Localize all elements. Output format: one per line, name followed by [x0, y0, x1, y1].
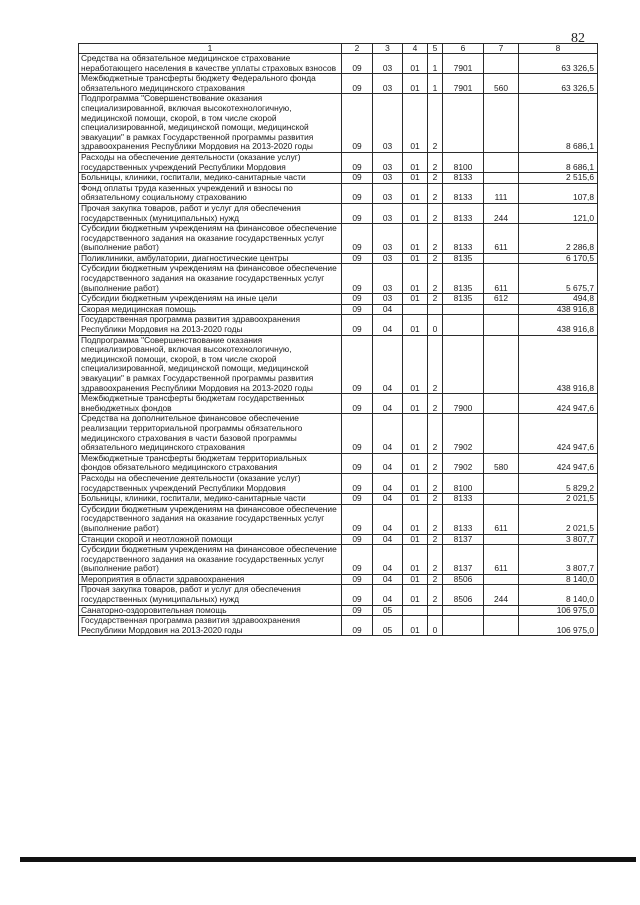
- table-row: [79, 394, 598, 414]
- table-row: [79, 54, 598, 74]
- row-name-cell: Субсидии бюджетным учреждениям на финансовое обеспечение государственного задания на оказание государственных услуг (выполнение работ): [79, 264, 342, 294]
- program-code-cell: 01: [403, 253, 428, 264]
- expense-type-cell: [484, 605, 519, 616]
- row-name-cell: Прочая закупка товаров, работ и услуг для обеспечения государственных (муниципальных) нужд: [79, 585, 342, 605]
- header-cell: 6: [443, 44, 484, 54]
- header-cell: 5: [428, 44, 443, 54]
- expense-type-cell: [484, 152, 519, 172]
- podrazdel-cell: 05: [373, 605, 403, 616]
- razdel-cell: 09: [342, 605, 373, 616]
- row-name-cell: Государственная программа развития здравоохранения Республики Мордовия на 2013-2020 годы: [79, 315, 342, 335]
- razdel-cell: 09: [342, 203, 373, 223]
- razdel-cell: 09: [342, 264, 373, 294]
- subprogram-code-cell: [428, 605, 443, 616]
- razdel-cell: 09: [342, 534, 373, 545]
- expense-type-cell: [484, 173, 519, 184]
- target-article-cell: 7901: [443, 54, 484, 74]
- table-row: [79, 504, 598, 534]
- program-code-cell: 01: [403, 504, 428, 534]
- expense-type-cell: 611: [484, 504, 519, 534]
- program-code-cell: 01: [403, 294, 428, 305]
- target-article-cell: [443, 605, 484, 616]
- row-name-cell: Субсидии бюджетным учреждениям на финансовое обеспечение государственного задания на оказание государственных услуг (выполнение работ): [79, 545, 342, 575]
- razdel-cell: 09: [342, 574, 373, 585]
- expense-type-cell: [484, 494, 519, 505]
- subprogram-code-cell: 2: [428, 414, 443, 453]
- razdel-cell: 09: [342, 294, 373, 305]
- target-article-cell: 8506: [443, 574, 484, 585]
- amount-cell: 424 947,6: [519, 453, 598, 473]
- razdel-cell: 09: [342, 54, 373, 74]
- subprogram-code-cell: 2: [428, 574, 443, 585]
- program-code-cell: 01: [403, 494, 428, 505]
- table-row: [79, 294, 598, 305]
- expense-type-cell: [484, 473, 519, 493]
- program-code-cell: 01: [403, 74, 428, 94]
- target-article-cell: [443, 304, 484, 315]
- target-article-cell: 8133: [443, 504, 484, 534]
- table-row: [79, 453, 598, 473]
- table-row: [79, 494, 598, 505]
- table-row: [79, 224, 598, 254]
- program-code-cell: [403, 605, 428, 616]
- razdel-cell: 09: [342, 453, 373, 473]
- row-name-cell: Скорая медицинская помощь: [79, 304, 342, 315]
- podrazdel-cell: 04: [373, 315, 403, 335]
- podrazdel-cell: 04: [373, 545, 403, 575]
- row-name-cell: Межбюджетные трансферты бюджетам территориальных фондов обязательного медицинского страхования: [79, 453, 342, 473]
- target-article-cell: 8135: [443, 253, 484, 264]
- target-article-cell: 8133: [443, 203, 484, 223]
- table-header-row: [79, 44, 598, 54]
- table-row: [79, 574, 598, 585]
- target-article-cell: 7902: [443, 414, 484, 453]
- subprogram-code-cell: 2: [428, 504, 443, 534]
- expense-type-cell: 111: [484, 183, 519, 203]
- amount-cell: 121,0: [519, 203, 598, 223]
- row-name-cell: Субсидии бюджетным учреждениям на иные цели: [79, 294, 342, 305]
- razdel-cell: 09: [342, 315, 373, 335]
- amount-cell: 8 140,0: [519, 574, 598, 585]
- expense-type-cell: 611: [484, 545, 519, 575]
- amount-cell: 438 916,8: [519, 304, 598, 315]
- podrazdel-cell: 03: [373, 203, 403, 223]
- expense-type-cell: [484, 94, 519, 153]
- amount-cell: 8 140,0: [519, 585, 598, 605]
- budget-table: [78, 43, 598, 636]
- table-row: [79, 315, 598, 335]
- row-name-cell: Подпрограмма "Совершенствование оказания специализированной, включая высокотехнологичную, медицинской помощи, скорой, в том числе скорой специализированной, медицинской помощи, медицинской эвакуации" в рамках Государственной программы развития здравоохранения Республики Мордовия на 2013-2020 годы: [79, 94, 342, 153]
- row-name-cell: Расходы на обеспечение деятельности (оказание услуг) государственных учреждений Республики Мордовия: [79, 473, 342, 493]
- row-name-cell: Мероприятия в области здравоохранения: [79, 574, 342, 585]
- amount-cell: 424 947,6: [519, 394, 598, 414]
- program-code-cell: 01: [403, 585, 428, 605]
- subprogram-code-cell: 2: [428, 203, 443, 223]
- row-name-cell: Межбюджетные трансферты бюджету Федерального фонда обязательного медицинского страхования: [79, 74, 342, 94]
- podrazdel-cell: 04: [373, 394, 403, 414]
- target-article-cell: 7901: [443, 74, 484, 94]
- row-name-cell: Прочая закупка товаров, работ и услуг для обеспечения государственных (муниципальных) нужд: [79, 203, 342, 223]
- target-article-cell: [443, 335, 484, 394]
- header-cell: 7: [484, 44, 519, 54]
- bottom-rule: [20, 857, 636, 862]
- table-row: [79, 473, 598, 493]
- subprogram-code-cell: 2: [428, 152, 443, 172]
- target-article-cell: 8506: [443, 585, 484, 605]
- razdel-cell: 09: [342, 152, 373, 172]
- podrazdel-cell: 04: [373, 453, 403, 473]
- amount-cell: 2 021,5: [519, 504, 598, 534]
- program-code-cell: 01: [403, 315, 428, 335]
- row-name-cell: Станции скорой и неотложной помощи: [79, 534, 342, 545]
- razdel-cell: 09: [342, 545, 373, 575]
- table-row: [79, 605, 598, 616]
- table-row: [79, 616, 598, 636]
- page-number: 82: [571, 31, 585, 46]
- table-row: [79, 264, 598, 294]
- target-article-cell: 8133: [443, 173, 484, 184]
- amount-cell: 438 916,8: [519, 315, 598, 335]
- podrazdel-cell: 03: [373, 173, 403, 184]
- program-code-cell: 01: [403, 473, 428, 493]
- program-code-cell: 01: [403, 394, 428, 414]
- header-cell: 4: [403, 44, 428, 54]
- podrazdel-cell: 03: [373, 74, 403, 94]
- table-row: [79, 414, 598, 453]
- subprogram-code-cell: 1: [428, 54, 443, 74]
- subprogram-code-cell: 2: [428, 585, 443, 605]
- table-row: [79, 203, 598, 223]
- expense-type-cell: 612: [484, 294, 519, 305]
- expense-type-cell: 560: [484, 74, 519, 94]
- podrazdel-cell: 03: [373, 94, 403, 153]
- podrazdel-cell: 04: [373, 414, 403, 453]
- subprogram-code-cell: 2: [428, 545, 443, 575]
- row-name-cell: Больницы, клиники, госпитали, медико-санитарные части: [79, 494, 342, 505]
- target-article-cell: 8133: [443, 224, 484, 254]
- program-code-cell: 01: [403, 94, 428, 153]
- program-code-cell: 01: [403, 183, 428, 203]
- amount-cell: 106 975,0: [519, 605, 598, 616]
- table-row: [79, 534, 598, 545]
- subprogram-code-cell: 2: [428, 473, 443, 493]
- target-article-cell: 8135: [443, 294, 484, 305]
- program-code-cell: 01: [403, 54, 428, 74]
- amount-cell: 424 947,6: [519, 414, 598, 453]
- subprogram-code-cell: 0: [428, 315, 443, 335]
- podrazdel-cell: 04: [373, 304, 403, 315]
- program-code-cell: 01: [403, 545, 428, 575]
- amount-cell: 2 515,6: [519, 173, 598, 184]
- podrazdel-cell: 03: [373, 224, 403, 254]
- row-name-cell: Подпрограмма "Совершенствование оказания специализированной, включая высокотехнологичную, медицинской помощи, скорой, в том числе скорой специализированной, медицинской помощи, медицинской эвакуации" в рамках Государственной программы развития здравоохранения Республики Мордовия на 2013-2020 годы: [79, 335, 342, 394]
- target-article-cell: 8135: [443, 264, 484, 294]
- target-article-cell: 8133: [443, 494, 484, 505]
- podrazdel-cell: 04: [373, 585, 403, 605]
- row-name-cell: Расходы на обеспечение деятельности (оказание услуг) государственных учреждений Республики Мордовия: [79, 152, 342, 172]
- program-code-cell: 01: [403, 152, 428, 172]
- target-article-cell: [443, 94, 484, 153]
- program-code-cell: 01: [403, 414, 428, 453]
- subprogram-code-cell: 2: [428, 224, 443, 254]
- amount-cell: 2 021,5: [519, 494, 598, 505]
- podrazdel-cell: 03: [373, 264, 403, 294]
- expense-type-cell: 611: [484, 224, 519, 254]
- header-cell: 2: [342, 44, 373, 54]
- target-article-cell: 8133: [443, 183, 484, 203]
- target-article-cell: 8100: [443, 152, 484, 172]
- amount-cell: 3 807,7: [519, 534, 598, 545]
- razdel-cell: 09: [342, 253, 373, 264]
- podrazdel-cell: 04: [373, 494, 403, 505]
- podrazdel-cell: 04: [373, 534, 403, 545]
- row-name-cell: Субсидии бюджетным учреждениям на финансовое обеспечение государственного задания на оказание государственных услуг (выполнение работ): [79, 224, 342, 254]
- program-code-cell: 01: [403, 616, 428, 636]
- razdel-cell: 09: [342, 173, 373, 184]
- row-name-cell: Государственная программа развития здравоохранения Республики Мордовия на 2013-2020 годы: [79, 616, 342, 636]
- podrazdel-cell: 03: [373, 54, 403, 74]
- table-row: [79, 74, 598, 94]
- razdel-cell: 09: [342, 414, 373, 453]
- row-name-cell: Больницы, клиники, госпитали, медико-санитарные части: [79, 173, 342, 184]
- program-code-cell: 01: [403, 335, 428, 394]
- expense-type-cell: 611: [484, 264, 519, 294]
- subprogram-code-cell: 2: [428, 183, 443, 203]
- subprogram-code-cell: 2: [428, 534, 443, 545]
- amount-cell: 106 975,0: [519, 616, 598, 636]
- razdel-cell: 09: [342, 335, 373, 394]
- target-article-cell: 7902: [443, 453, 484, 473]
- razdel-cell: 09: [342, 183, 373, 203]
- subprogram-code-cell: 2: [428, 335, 443, 394]
- row-name-cell: Субсидии бюджетным учреждениям на финансовое обеспечение государственного задания на оказание государственных услуг (выполнение работ): [79, 504, 342, 534]
- expense-type-cell: 244: [484, 203, 519, 223]
- razdel-cell: 09: [342, 494, 373, 505]
- podrazdel-cell: 03: [373, 253, 403, 264]
- amount-cell: 63 326,5: [519, 54, 598, 74]
- razdel-cell: 09: [342, 473, 373, 493]
- amount-cell: 5 675,7: [519, 264, 598, 294]
- program-code-cell: 01: [403, 173, 428, 184]
- amount-cell: 3 807,7: [519, 545, 598, 575]
- subprogram-code-cell: 2: [428, 253, 443, 264]
- target-article-cell: 7900: [443, 394, 484, 414]
- amount-cell: 107,8: [519, 183, 598, 203]
- header-cell: 8: [519, 44, 598, 54]
- target-article-cell: 8137: [443, 534, 484, 545]
- program-code-cell: 01: [403, 574, 428, 585]
- expense-type-cell: [484, 335, 519, 394]
- subprogram-code-cell: 1: [428, 74, 443, 94]
- table-row: [79, 585, 598, 605]
- program-code-cell: 01: [403, 534, 428, 545]
- podrazdel-cell: 03: [373, 183, 403, 203]
- row-name-cell: Средства на дополнительное финансовое обеспечение реализации территориальной программы обязательного медицинского страхования в части базовой программы обязательного медицинского страхования: [79, 414, 342, 453]
- program-code-cell: [403, 304, 428, 315]
- header-cell: 1: [79, 44, 342, 54]
- razdel-cell: 09: [342, 394, 373, 414]
- table-row: [79, 94, 598, 153]
- target-article-cell: [443, 315, 484, 335]
- expense-type-cell: [484, 315, 519, 335]
- razdel-cell: 09: [342, 304, 373, 315]
- amount-cell: 438 916,8: [519, 335, 598, 394]
- razdel-cell: 09: [342, 585, 373, 605]
- expense-type-cell: [484, 304, 519, 315]
- amount-cell: 494,8: [519, 294, 598, 305]
- expense-type-cell: [484, 574, 519, 585]
- table-row: [79, 173, 598, 184]
- target-article-cell: [443, 616, 484, 636]
- amount-cell: 8 686,1: [519, 152, 598, 172]
- amount-cell: 8 686,1: [519, 94, 598, 153]
- target-article-cell: 8100: [443, 473, 484, 493]
- row-name-cell: Поликлиники, амбулатории, диагностические центры: [79, 253, 342, 264]
- podrazdel-cell: 03: [373, 152, 403, 172]
- table-row: [79, 183, 598, 203]
- subprogram-code-cell: [428, 304, 443, 315]
- podrazdel-cell: 03: [373, 294, 403, 305]
- podrazdel-cell: 04: [373, 473, 403, 493]
- amount-cell: 6 170,5: [519, 253, 598, 264]
- expense-type-cell: [484, 414, 519, 453]
- expense-type-cell: [484, 54, 519, 74]
- table-row: [79, 152, 598, 172]
- row-name-cell: Фонд оплаты труда казенных учреждений и взносы по обязательному социальному страхованию: [79, 183, 342, 203]
- row-name-cell: Санаторно-оздоровительная помощь: [79, 605, 342, 616]
- podrazdel-cell: 04: [373, 504, 403, 534]
- table-body: [79, 54, 598, 636]
- razdel-cell: 09: [342, 94, 373, 153]
- subprogram-code-cell: 2: [428, 394, 443, 414]
- program-code-cell: 01: [403, 264, 428, 294]
- program-code-cell: 01: [403, 453, 428, 473]
- razdel-cell: 09: [342, 616, 373, 636]
- subprogram-code-cell: 2: [428, 94, 443, 153]
- table-row: [79, 335, 598, 394]
- amount-cell: 2 286,8: [519, 224, 598, 254]
- expense-type-cell: [484, 253, 519, 264]
- podrazdel-cell: 04: [373, 335, 403, 394]
- amount-cell: 63 326,5: [519, 74, 598, 94]
- target-article-cell: 8137: [443, 545, 484, 575]
- podrazdel-cell: 05: [373, 616, 403, 636]
- program-code-cell: 01: [403, 203, 428, 223]
- razdel-cell: 09: [342, 74, 373, 94]
- program-code-cell: 01: [403, 224, 428, 254]
- row-name-cell: Межбюджетные трансферты бюджетам государственных внебюджетных фондов: [79, 394, 342, 414]
- subprogram-code-cell: 0: [428, 616, 443, 636]
- amount-cell: 5 829,2: [519, 473, 598, 493]
- row-name-cell: Средства на обязательное медицинское страхование неработающего населения в качестве уплаты страховых взносов: [79, 54, 342, 74]
- subprogram-code-cell: 2: [428, 453, 443, 473]
- table-row: [79, 304, 598, 315]
- razdel-cell: 09: [342, 224, 373, 254]
- subprogram-code-cell: 2: [428, 173, 443, 184]
- table-row: [79, 253, 598, 264]
- podrazdel-cell: 04: [373, 574, 403, 585]
- expense-type-cell: 244: [484, 585, 519, 605]
- expense-type-cell: [484, 534, 519, 545]
- table-row: [79, 545, 598, 575]
- header-cell: 3: [373, 44, 403, 54]
- expense-type-cell: [484, 616, 519, 636]
- expense-type-cell: 580: [484, 453, 519, 473]
- expense-type-cell: [484, 394, 519, 414]
- subprogram-code-cell: 2: [428, 494, 443, 505]
- subprogram-code-cell: 2: [428, 264, 443, 294]
- subprogram-code-cell: 2: [428, 294, 443, 305]
- razdel-cell: 09: [342, 504, 373, 534]
